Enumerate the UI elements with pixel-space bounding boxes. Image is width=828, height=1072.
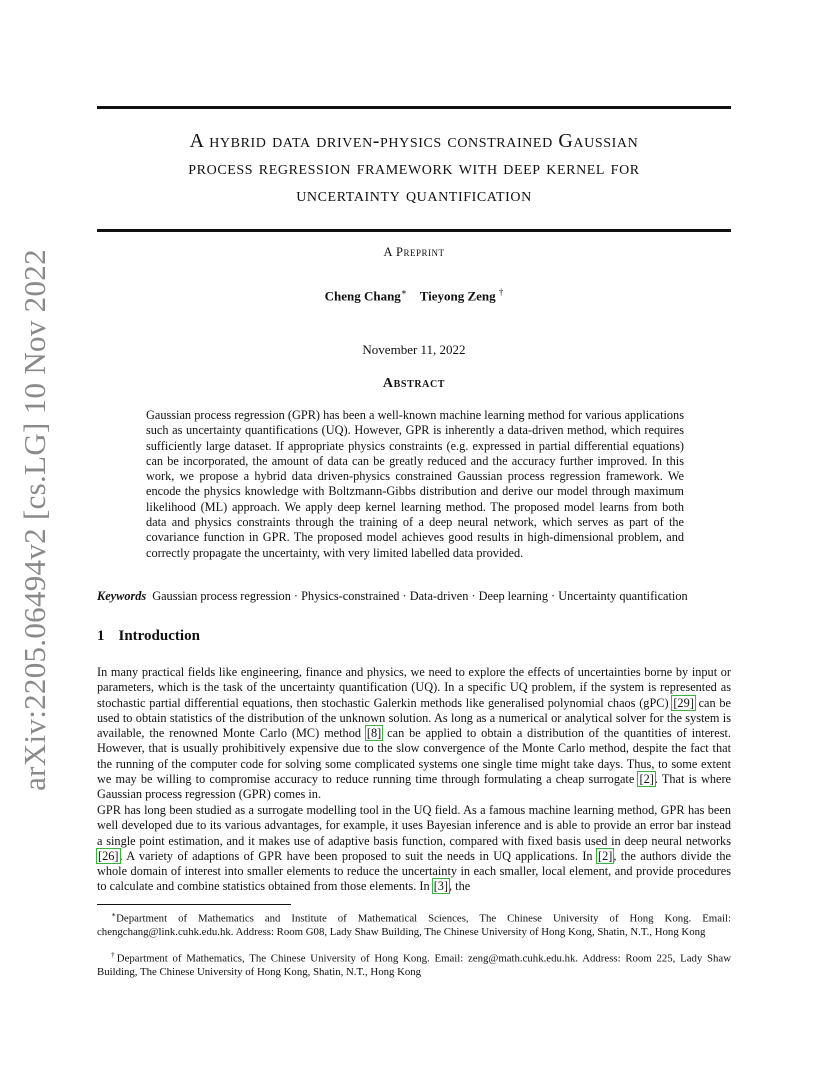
footnote-mark: ∗ [111, 910, 117, 919]
footnote-mark: † [111, 950, 117, 959]
paragraph-text: . A variety of adaptions of GPR have been proposed to suit the needs in UQ applications. In [119, 848, 597, 863]
citation-link[interactable]: [2] [597, 848, 613, 863]
paragraph-text: can be used to obtain statistics of the distribution of the unknown solution. As long as a numerical or analytical solver for the system is available, the renowned Monte Carlo (MC) method [97, 695, 731, 741]
author-name: Cheng Chang [324, 288, 401, 304]
paper-title [97, 128, 731, 209]
intro-paragraph-1 [97, 665, 731, 803]
title-line: process regression framework with deep kernel for [188, 157, 640, 179]
keywords-line [97, 589, 737, 604]
arxiv-side-stamp [14, 249, 56, 791]
footnote-1 [97, 908, 731, 940]
title-bottom-rule [97, 229, 731, 232]
paragraph-text: , the [449, 879, 471, 894]
citation-link[interactable]: [3] [433, 879, 449, 894]
arxiv-identifier: arXiv:2205.06494v2 [cs.LG] 10 Nov 2022 [17, 249, 52, 791]
citation-link[interactable]: [26] [98, 848, 119, 863]
section-number: 1 [97, 628, 105, 644]
title-line: A hybrid data driven-physics constrained Gaussian [189, 130, 639, 152]
footnote-text: Department of Mathematics and Institute of Mathematical Sciences, The Chinese University of Hong Kong. Email: chengchang@link.cuhk.edu.hk. Address: Room G08, Lady Shaw Building, The Chinese University of Hong Kong, Shatin, N.T., Hong Kong [97, 912, 731, 939]
paragraph-text: In many practical fields like engineering, finance and physics, we need to explore the effects of uncertainties borne by input or parameters, which is the task of the uncertainty quantification (UQ). In a specific UQ problem, if the system is represented as stochastic partial differential equations, then stochastic Galerkin methods like generalised polynomial chaos (gPC) [97, 665, 731, 710]
citation-link[interactable]: [8] [366, 726, 382, 741]
author-name: Tieyong Zeng [419, 288, 496, 304]
footnote-rule [97, 904, 291, 905]
title-top-rule [97, 106, 731, 109]
author-footnote-mark[interactable]: ∗ [400, 287, 407, 297]
intro-paragraph-2 [97, 803, 731, 895]
citation-link[interactable]: [29] [673, 695, 694, 710]
section-title: Introduction [118, 628, 200, 644]
keywords-label: Keywords [97, 589, 147, 603]
citation-link[interactable]: [2] [639, 772, 654, 787]
publication-date: November 11, 2022 [362, 342, 466, 357]
abstract-text: Gaussian process regression (GPR) has been a well-known machine learning method for various applications such as uncertainty quantifications (UQ). However, GPR is inherently a data-driven method, which requires sufficiently large dataset. If appropriate physics constraints (e.g. expressed in partial differential equations) can be incorporated, the amount of data can be greatly reduced and the accuracy further improved. In this work, we propose a hybrid data driven-physics constrained Gaussian process regression framework. We encode the physics knowledge with Boltzmann-Gibbs distribution and derive our model through maximum likelihood (ML) approach. We apply deep kernel learning method. The proposed model learns from both data and physics constraints through the training of a deep neural network, which serves as part of the covariance function in GPR. The proposed model achieves good results in high-dimensional problem, and correctly propagate the uncertainty, with very limited labelled data provided. [146, 408, 684, 560]
abstract-heading: Abstract [382, 376, 446, 391]
footnote-2 [97, 948, 731, 980]
section-heading-introduction [97, 628, 200, 645]
author-footnote-mark[interactable]: † [498, 287, 504, 297]
paragraph-text: GPR has long been studied as a surrogate modelling tool in the UQ field. As a famous machine learning method, GPR has been well developed due to its various advantages, for example, it uses Bayesian inference and is able to provide an error bar instead a single point estimation, and it makes use of adaptive basis function, compared with fixed basis used in deep neural networks [97, 803, 731, 848]
keywords-text: Gaussian process regression · Physics-constrained · Data-driven · Deep learning · Uncertainty quantification [152, 589, 688, 603]
preprint-label: A Preprint [383, 245, 445, 259]
paragraph-text: can be applied to obtain a distribution of the quantities of interest. However, that is usually prohibitively expensive due to the slow convergence of the Monte Carlo method, despite the fact that the running of the computer code for solving some complicated systems one single time might take days. Thus, to some extent we may be willing to compromise accuracy to reduce running time through formulating a cheap surrogate [97, 726, 731, 787]
author-list [97, 287, 731, 304]
title-line: uncertainty quantification [296, 184, 532, 206]
footnote-text: Department of Mathematics, The Chinese University of Hong Kong. Email: zeng@math.cuhk.edu.hk. Address: Room 225, Lady Shaw Building, The Chinese University of Hong Kong, Shatin, N.T., Hong Kong [97, 952, 732, 979]
paragraph-text: , the authors divide the whole domain of interest into smaller elements to reduce the uncertainty in each smaller, local element, and provide procedures to calculate and combine statistics obtained from those elements. In [97, 848, 732, 894]
paragraph-text: . That is where Gaussian process regression (GPR) comes in. [97, 772, 731, 802]
